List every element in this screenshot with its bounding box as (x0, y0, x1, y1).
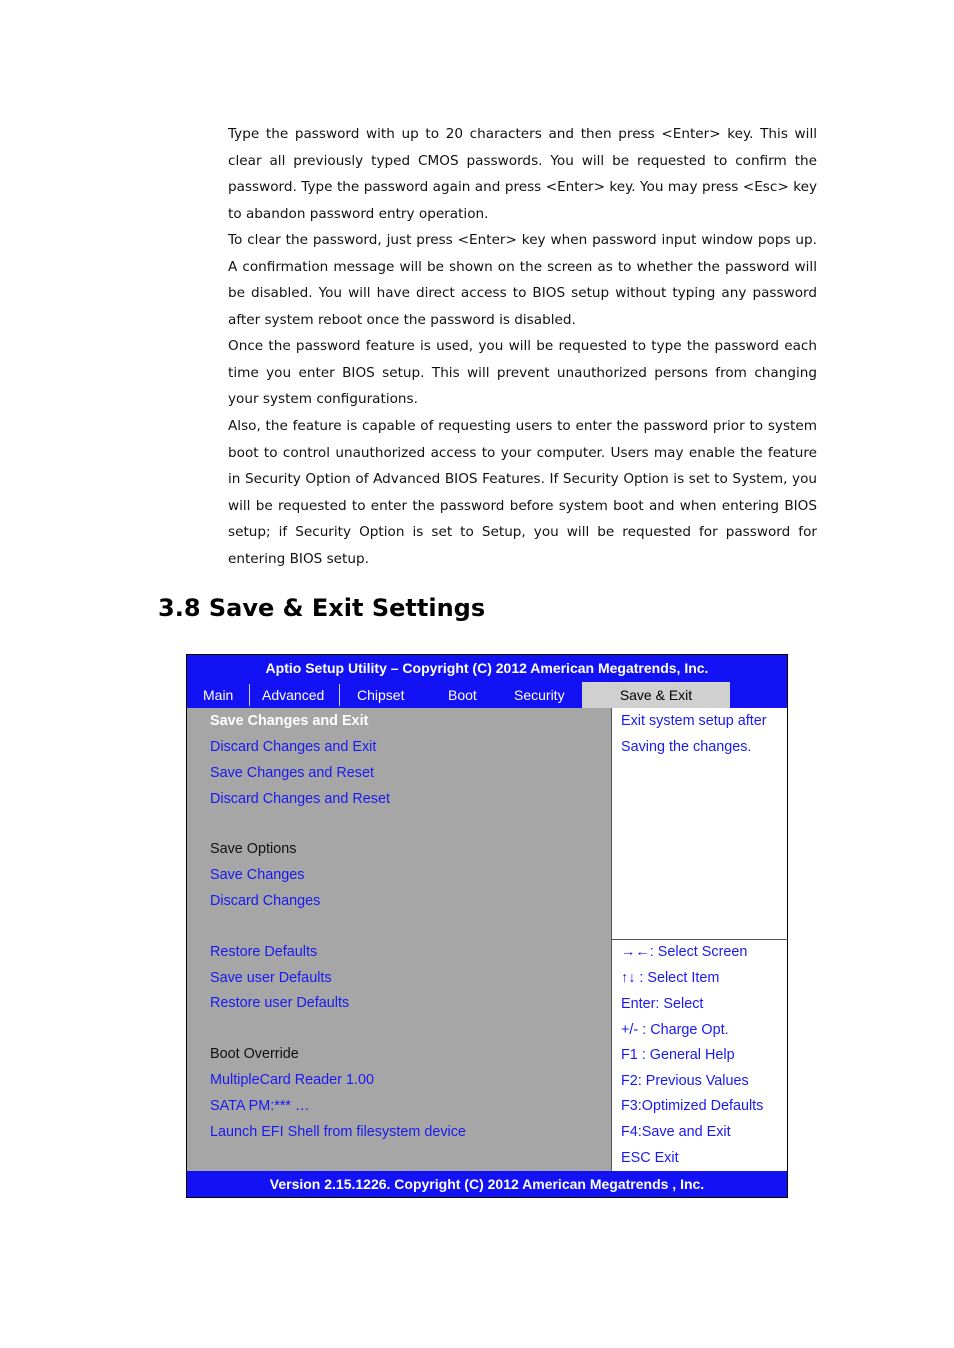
section-heading: 3.8 Save & Exit Settings (158, 594, 486, 622)
help-text-line: Saving the changes. (621, 739, 752, 755)
key-help-f2: F2: Previous Values (621, 1073, 749, 1089)
bios-screenshot (186, 654, 788, 1198)
menu-item-discard-changes-and-exit[interactable]: Discard Changes and Exit (210, 739, 377, 755)
security-option-paragraph: Also, the feature is capable of requesting users to enter the password prior to system boot to control unauthorized access to your computer. Users may enable the feature in Security Option of Advanced BIOS Features. If Security Option is set to System, you will be requested to enter the password before system boot and when entering BIOS setup; if Security Option is set to Setup, you will be requested for password for entering BIOS setup. (228, 418, 817, 567)
menu-item-discard-changes[interactable]: Discard Changes (210, 893, 321, 909)
menu-item-sata-pm[interactable]: SATA PM:*** … (210, 1098, 310, 1114)
key-help-f1: F1 : General Help (621, 1047, 735, 1063)
key-help-enter: Enter: Select (621, 996, 704, 1012)
tab-separator (339, 684, 340, 706)
menu-item-launch-efi-shell[interactable]: Launch EFI Shell from filesystem device (210, 1124, 466, 1140)
menu-item-multiplecard-reader[interactable]: MultipleCard Reader 1.00 (210, 1072, 374, 1088)
key-help-f3: F3:Optimized Defaults (621, 1098, 764, 1114)
tab-separator (249, 684, 250, 706)
key-help-change-opt: +/- : Charge Opt. (621, 1022, 729, 1038)
bios-footer-bar: Version 2.15.1226. Copyright (C) 2012 American Megatrends , Inc. (187, 1171, 787, 1197)
clear-password-paragraph: To clear the password, just press <Enter> key when password input window pops up. A confirmation message will be shown on the screen as to whether the password will be disabled. You will have direct access to BIOS setup without typing any password after system reboot once the password is disabled. (228, 232, 817, 328)
key-help-esc: ESC Exit (621, 1150, 679, 1166)
bios-help-panel (611, 708, 787, 1171)
bios-title-bar: Aptio Setup Utility – Copyright (C) 2012 American Megatrends, Inc. (187, 655, 787, 682)
tab-boot[interactable]: Boot (448, 687, 477, 703)
tab-main[interactable]: Main (203, 687, 234, 703)
menu-item-save-changes-and-exit[interactable]: Save Changes and Exit (210, 713, 369, 729)
bios-tab-bar (187, 682, 787, 708)
tab-security[interactable]: Security (514, 687, 565, 703)
boot-override-label: Boot Override (210, 1046, 299, 1062)
password-usage-paragraph: Once the password feature is used, you will be requested to type the password each time you enter BIOS setup. This will prevent unauthorized persons from changing your system configurations. (228, 338, 817, 407)
key-help-select-screen: →←: Select Screen (621, 944, 748, 960)
help-text-line: Exit system setup after (621, 713, 767, 729)
tab-save-exit[interactable]: Save & Exit (582, 682, 732, 708)
tab-advanced[interactable]: Advanced (262, 687, 325, 703)
tab-chipset[interactable]: Chipset (357, 687, 405, 703)
menu-item-save-changes-and-reset[interactable]: Save Changes and Reset (210, 765, 375, 781)
menu-item-restore-defaults[interactable]: Restore Defaults (210, 944, 318, 960)
menu-item-restore-user-defaults[interactable]: Restore user Defaults (210, 995, 350, 1011)
key-help-f4: F4:Save and Exit (621, 1124, 731, 1140)
key-help-select-item: ↑↓ : Select Item (621, 970, 720, 986)
password-instructions-paragraph: Type the password with up to 20 characters and then press <Enter> key. This will clear all previously typed CMOS passwords. You will be requested to confirm the password. Type the password again and press <Enter> key. You may press <Esc> key to abandon password entry operation. (228, 126, 817, 222)
menu-item-save-changes[interactable]: Save Changes (210, 867, 305, 883)
menu-item-save-user-defaults[interactable]: Save user Defaults (210, 970, 332, 986)
help-divider (612, 939, 788, 940)
bios-menu-panel (187, 708, 611, 1171)
save-options-label: Save Options (210, 841, 297, 857)
menu-item-discard-changes-and-reset[interactable]: Discard Changes and Reset (210, 791, 390, 807)
